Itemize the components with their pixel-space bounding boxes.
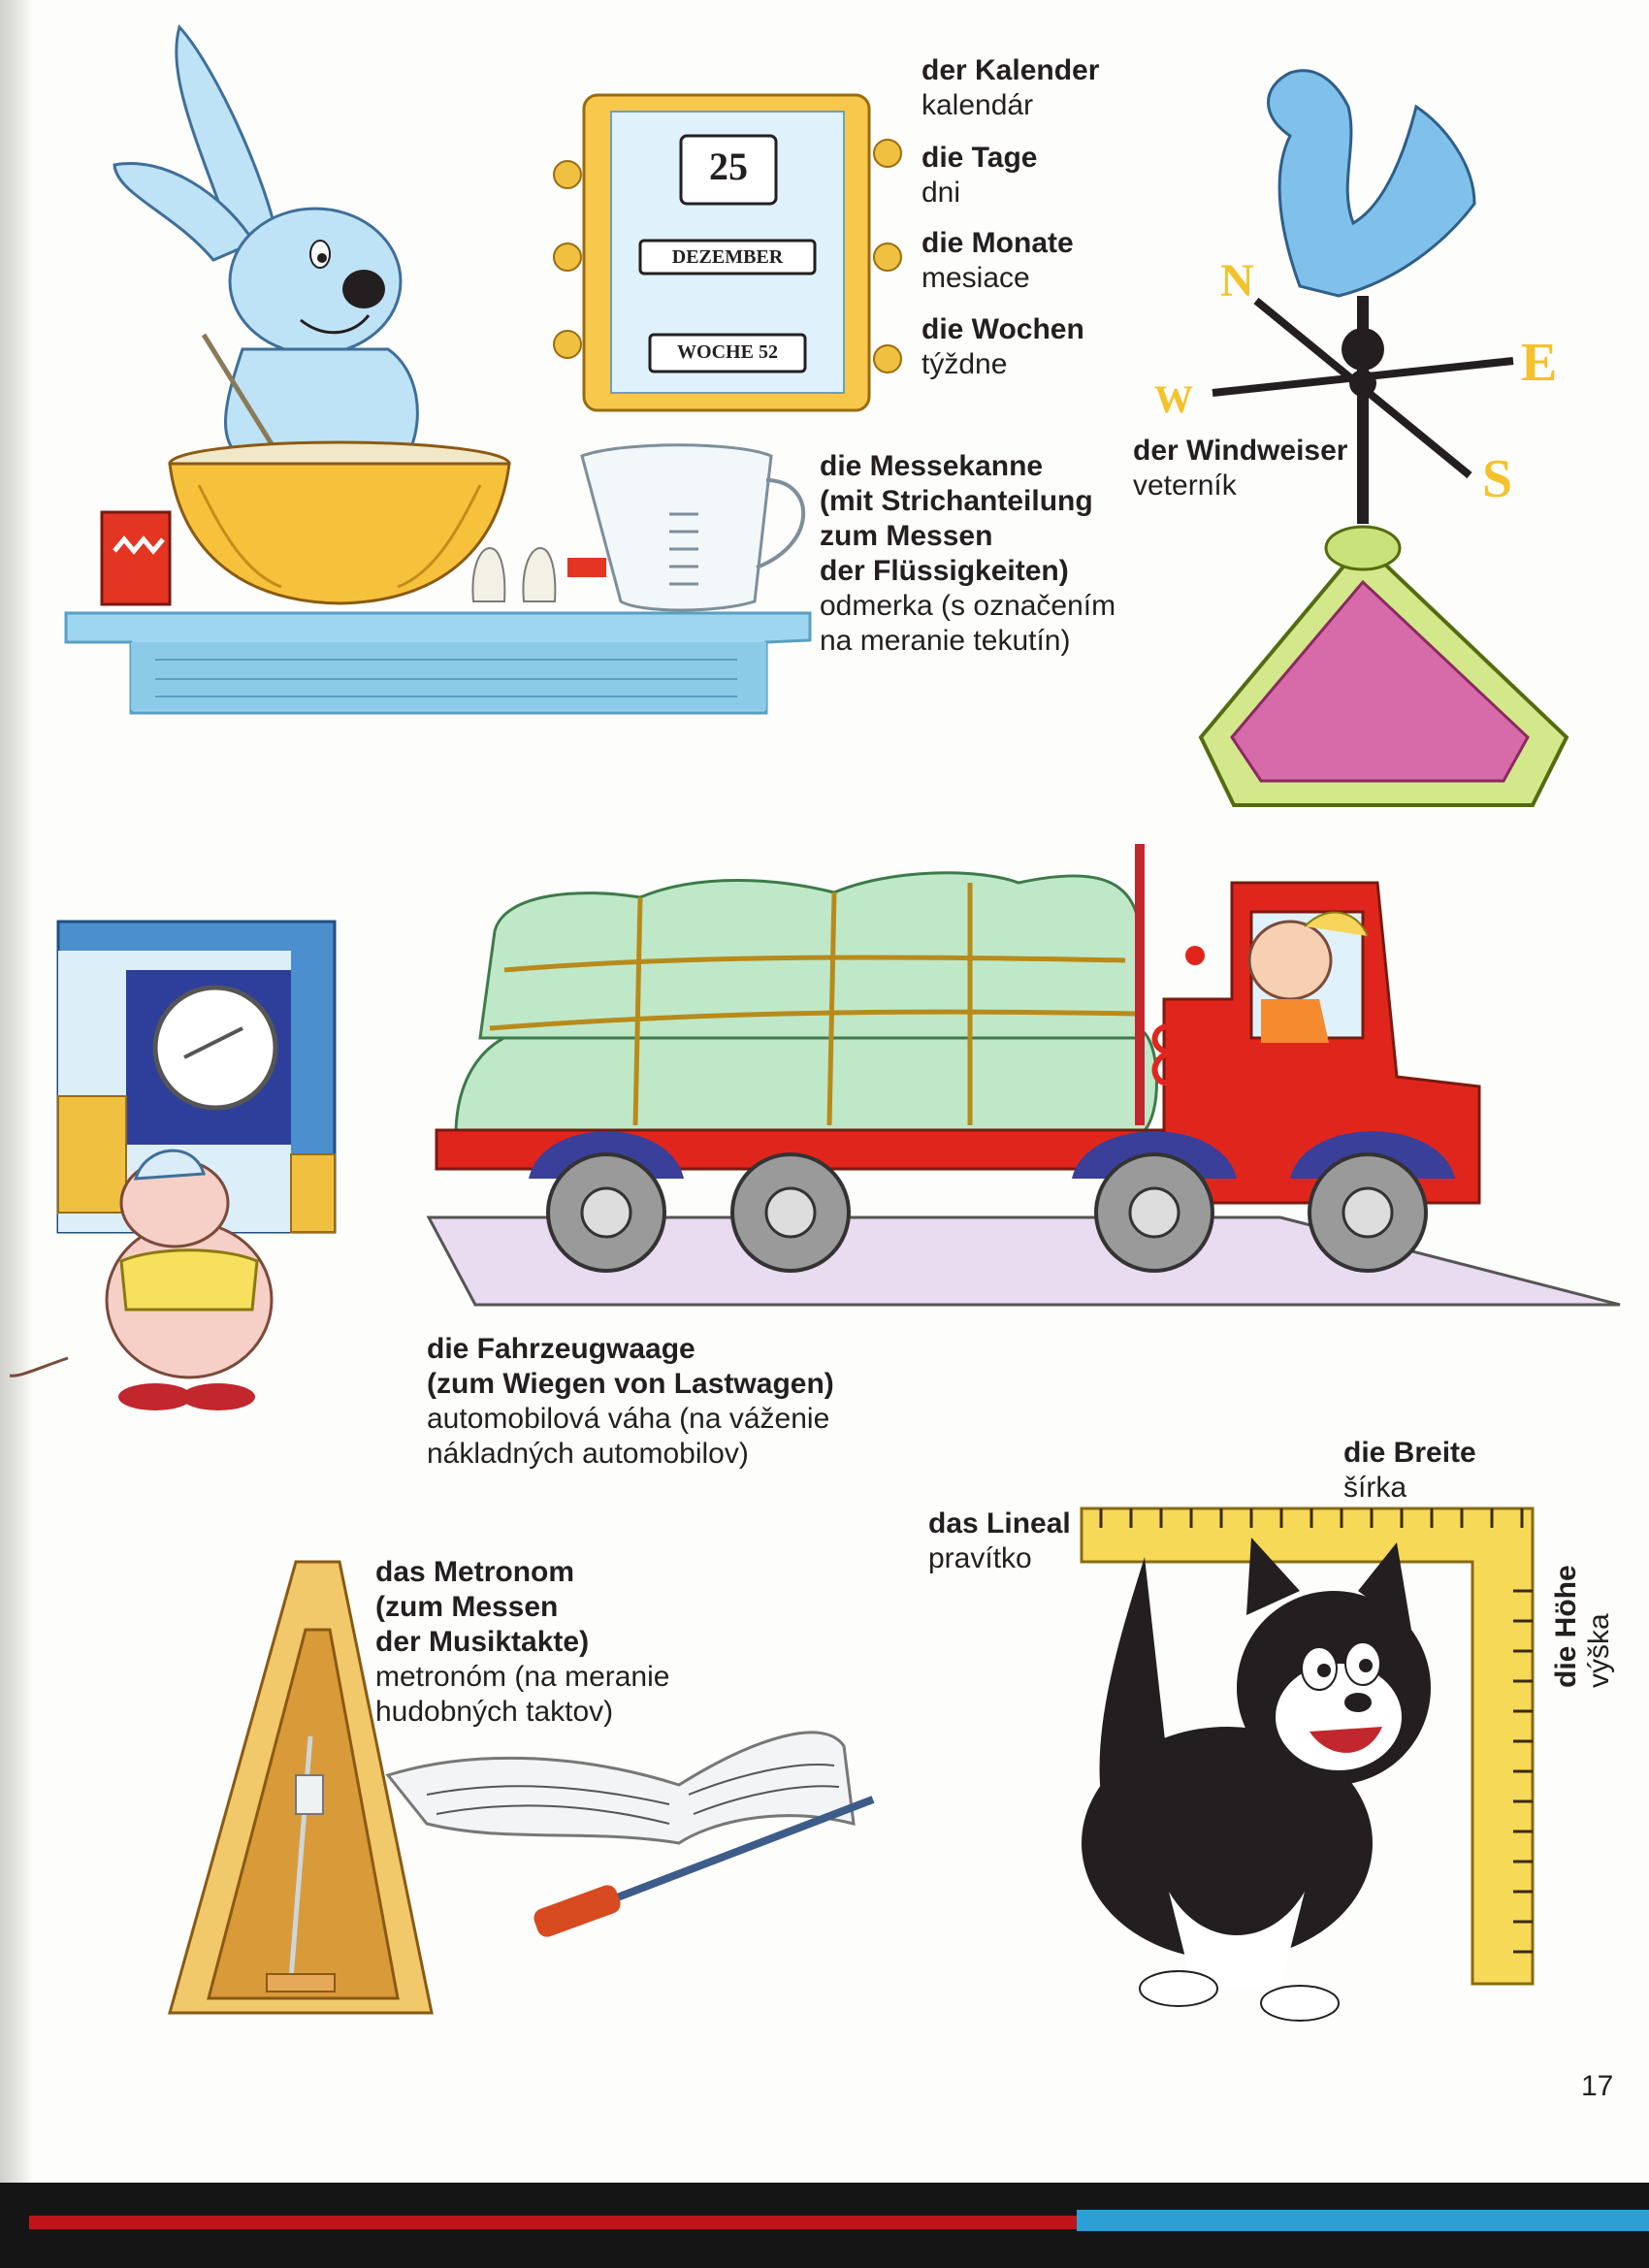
- calendar-month: DEZEMBER: [671, 246, 784, 268]
- label-tage-sk: dni: [922, 177, 961, 209]
- calendar-day: 25: [709, 145, 748, 188]
- label-kalender-de: der Kalender: [922, 54, 1100, 86]
- label-windweiser: [1133, 434, 1347, 503]
- bottom-blue-stripe: [1077, 2210, 1649, 2231]
- label-fahrzeugwaage: [427, 1332, 834, 1472]
- mixing-bowl-illustration: [170, 442, 509, 603]
- label-monate: [922, 226, 1074, 296]
- label-fahrzeugwaage-sk: automobilová váha (na váženie nákladných automobilov): [427, 1403, 830, 1470]
- label-kalender-sk: kalendár: [922, 89, 1034, 121]
- music-book-illustration: [388, 1733, 873, 1940]
- label-wochen: [922, 312, 1084, 382]
- label-messekanne-de: die Messekanne (mit Strichanteilung zum Messen der Flüssigkeiten): [820, 450, 1093, 587]
- label-fahrzeugwaage-de: die Fahrzeugwaage (zum Wiegen von Lastwagen): [427, 1333, 834, 1400]
- label-hoehe: [1550, 1565, 1637, 1688]
- label-windweiser-sk: veterník: [1133, 470, 1237, 502]
- label-kalender: [922, 53, 1099, 123]
- compass-s: S: [1482, 449, 1513, 509]
- compass-w: W: [1154, 377, 1193, 421]
- label-wochen-sk: týždne: [922, 348, 1008, 380]
- page-number: 17: [1581, 2070, 1614, 2102]
- label-breite-sk: šírka: [1343, 1472, 1407, 1504]
- bottom-edge-bar: [0, 2183, 1649, 2268]
- label-messekanne: [820, 449, 1116, 659]
- salt-shakers-illustration: [472, 548, 606, 601]
- label-hoehe-de: die Höhe: [1550, 1565, 1582, 1688]
- label-hoehe-sk: výška: [1583, 1613, 1615, 1688]
- label-metronom-sk: metronóm (na meranie hudobných taktov): [375, 1661, 670, 1728]
- measuring-jug-illustration: [582, 445, 803, 610]
- label-windweiser-de: der Windweiser: [1133, 435, 1348, 467]
- label-metronom-de: das Metronom (zum Messen der Musiktakte): [375, 1556, 590, 1658]
- label-messekanne-sk: odmerka (s označením na meranie tekutín): [820, 590, 1116, 657]
- compass-e: E: [1521, 333, 1558, 393]
- label-tage: [922, 141, 1037, 211]
- truck-illustration: [429, 844, 1620, 1305]
- label-metronom: [375, 1555, 669, 1730]
- compass-n: N: [1220, 255, 1254, 307]
- calendar-week: WOCHE 52: [677, 341, 778, 363]
- label-lineal-de: das Lineal: [928, 1507, 1071, 1539]
- label-lineal: [928, 1507, 1071, 1576]
- label-monate-sk: mesiace: [922, 262, 1030, 294]
- bottom-red-stripe: [29, 2216, 1077, 2229]
- label-lineal-sk: pravítko: [928, 1542, 1032, 1574]
- cat-illustration: [1082, 1538, 1431, 2021]
- label-breite-de: die Breite: [1343, 1437, 1476, 1469]
- rabbit-illustration: [114, 27, 417, 475]
- label-tage-de: die Tage: [922, 142, 1038, 174]
- salt-box-illustration: [102, 512, 170, 604]
- label-monate-de: die Monate: [922, 227, 1074, 259]
- label-wochen-de: die Wochen: [922, 313, 1084, 345]
- label-breite: [1343, 1436, 1476, 1506]
